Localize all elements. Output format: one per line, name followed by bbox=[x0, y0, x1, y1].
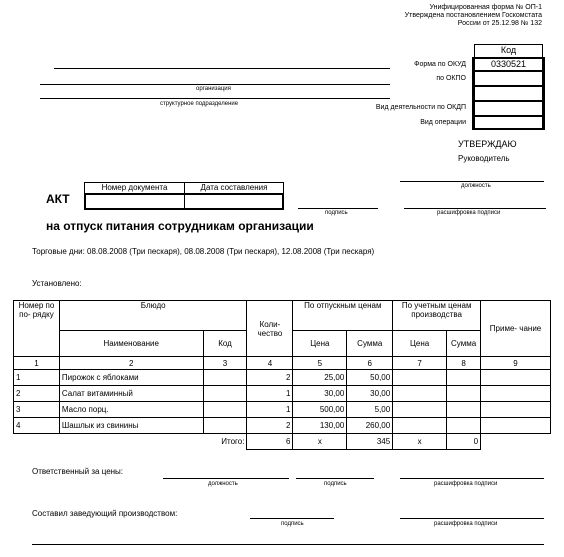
trade-days: Торговые дни: 08.08.2008 (Три пескаря), 08.08.2008 (Три пескаря), 12.08.2008 (Три пескаря) bbox=[32, 247, 375, 256]
row-price: 500,00 bbox=[293, 402, 347, 418]
okdp-extra-cell bbox=[474, 86, 543, 101]
row-acc-price bbox=[393, 370, 447, 386]
head-decode-line bbox=[404, 208, 546, 209]
col-dish-header: Блюдо bbox=[59, 301, 247, 331]
responsible-label: Ответственный за цены: bbox=[32, 467, 124, 476]
responsible-decode-caption: расшифровка подписи bbox=[434, 481, 498, 487]
row-code bbox=[203, 370, 247, 386]
okpo-label: по ОКПО bbox=[436, 75, 466, 82]
table-row bbox=[14, 402, 551, 418]
row-acc-sum bbox=[447, 370, 481, 386]
responsible-decode-line bbox=[400, 478, 544, 479]
row-note bbox=[481, 386, 551, 402]
head-label: Руководитель bbox=[458, 154, 510, 163]
row-num: 4 bbox=[14, 418, 60, 434]
row-acc-price bbox=[393, 386, 447, 402]
col-index: 1 bbox=[14, 357, 60, 370]
row-code bbox=[203, 386, 247, 402]
okpo-value-cell bbox=[474, 71, 543, 86]
row-acc-sum bbox=[447, 418, 481, 434]
total-acc-price: х bbox=[393, 434, 447, 450]
col-index: 3 bbox=[203, 357, 247, 370]
col-sale-sum-header: Сумма bbox=[347, 331, 393, 357]
row-qty: 1 bbox=[247, 386, 293, 402]
col-acc-price-header: Цена bbox=[393, 331, 447, 357]
okud-value: 0330521 bbox=[490, 59, 527, 69]
approve-label: УТВЕРЖДАЮ bbox=[458, 139, 517, 149]
row-sum: 260,00 bbox=[347, 418, 393, 434]
form-caption-line2: Утверждена постановлением Госкомстата bbox=[404, 12, 542, 19]
organization-line-2 bbox=[40, 84, 390, 85]
composed-label: Составил заведующий производством: bbox=[32, 509, 178, 518]
row-sum: 50,00 bbox=[347, 370, 393, 386]
kod-header-cell bbox=[474, 44, 543, 58]
col-qty-header: Коли- чество bbox=[247, 301, 293, 357]
act-title: АКТ bbox=[46, 192, 70, 206]
composed-signature-line bbox=[250, 518, 334, 519]
row-name: Шашлык из свинины bbox=[59, 418, 203, 434]
col-sale-header: По отпускным ценам bbox=[293, 301, 393, 331]
okdp-label: Вид деятельности по ОКДП bbox=[375, 104, 466, 111]
total-price: х bbox=[293, 434, 347, 450]
row-note bbox=[481, 370, 551, 386]
head-signature-caption: подпись bbox=[325, 210, 348, 216]
col-code-header: Код bbox=[203, 331, 247, 357]
row-sum: 5,00 bbox=[347, 402, 393, 418]
total-qty: 6 bbox=[247, 434, 293, 450]
table-row bbox=[14, 370, 551, 386]
col-index: 8 bbox=[447, 357, 481, 370]
total-sum: 345 bbox=[347, 434, 393, 450]
col-index: 5 bbox=[293, 357, 347, 370]
row-code bbox=[203, 418, 247, 434]
col-sale-price-header: Цена bbox=[293, 331, 347, 357]
date-label: Дата составления bbox=[200, 183, 268, 192]
responsible-signature-caption: подпись bbox=[324, 481, 347, 487]
total-row bbox=[14, 434, 551, 450]
okud-label: Форма по ОКУД bbox=[414, 61, 466, 68]
row-price: 130,00 bbox=[293, 418, 347, 434]
row-qty: 1 bbox=[247, 402, 293, 418]
table-row bbox=[14, 418, 551, 434]
row-acc-sum bbox=[447, 386, 481, 402]
doc-number-label: Номер документа bbox=[101, 183, 168, 192]
row-qty: 2 bbox=[247, 370, 293, 386]
form-caption-line3: России от 25.12.98 № 132 bbox=[457, 20, 542, 27]
responsible-signature-line bbox=[296, 478, 374, 479]
doc-values-divider bbox=[184, 194, 185, 209]
responsible-position-line bbox=[163, 478, 289, 479]
composed-signature-caption: подпись bbox=[281, 521, 304, 527]
row-name: Масло порц. bbox=[59, 402, 203, 418]
row-price: 30,00 bbox=[293, 386, 347, 402]
table-row bbox=[14, 386, 551, 402]
act-subtitle: на отпуск питания сотрудникам организации bbox=[46, 219, 314, 233]
form-caption-line1: Унифицированная форма № ОП-1 bbox=[429, 4, 542, 11]
row-acc-sum bbox=[447, 402, 481, 418]
kod-label: Код bbox=[500, 45, 517, 55]
col-index: 7 bbox=[393, 357, 447, 370]
composed-decode-line bbox=[400, 518, 544, 519]
subdivision-line bbox=[40, 98, 390, 99]
head-signature-line bbox=[298, 208, 378, 209]
dishes-table bbox=[13, 300, 551, 450]
established-label: Установлено: bbox=[32, 279, 82, 288]
row-note bbox=[481, 402, 551, 418]
col-index: 9 bbox=[481, 357, 551, 370]
col-note-header: Приме- чание bbox=[481, 301, 551, 357]
head-position-caption: должность bbox=[461, 183, 491, 189]
organization-line bbox=[54, 68, 390, 69]
bottom-line bbox=[32, 544, 544, 545]
row-code bbox=[203, 402, 247, 418]
organization-caption: организация bbox=[196, 86, 231, 92]
row-num: 1 bbox=[14, 370, 60, 386]
total-note bbox=[481, 434, 551, 450]
col-name-header: Наименование bbox=[59, 331, 203, 357]
row-sum: 30,00 bbox=[347, 386, 393, 402]
row-price: 25,00 bbox=[293, 370, 347, 386]
okdp-value-cell bbox=[474, 101, 543, 116]
row-num: 3 bbox=[14, 402, 60, 418]
col-index: 4 bbox=[247, 357, 293, 370]
operation-value-cell bbox=[474, 116, 543, 129]
subdivision-caption: структурное подразделение bbox=[160, 101, 239, 107]
col-num-header: Номер по по- рядку bbox=[14, 301, 60, 357]
responsible-position-caption: должность bbox=[208, 481, 238, 487]
head-decode-caption: расшифровка подписи bbox=[437, 210, 501, 216]
total-acc-sum: 0 bbox=[447, 434, 481, 450]
row-name: Пирожок с яблоками bbox=[59, 370, 203, 386]
row-name: Салат витаминный bbox=[59, 386, 203, 402]
col-account-header: По учетным ценам производства bbox=[393, 301, 481, 331]
row-note bbox=[481, 418, 551, 434]
composed-decode-caption: расшифровка подписи bbox=[434, 521, 498, 527]
operation-label: Вид операции bbox=[420, 119, 466, 126]
row-acc-price bbox=[393, 402, 447, 418]
row-num: 2 bbox=[14, 386, 60, 402]
col-index: 6 bbox=[347, 357, 393, 370]
row-acc-price bbox=[393, 418, 447, 434]
col-index: 2 bbox=[59, 357, 203, 370]
col-acc-sum-header: Сумма bbox=[447, 331, 481, 357]
row-qty: 2 bbox=[247, 418, 293, 434]
total-label: Итого: bbox=[14, 434, 247, 450]
okud-value-cell bbox=[474, 58, 543, 71]
head-position-line bbox=[400, 181, 544, 182]
